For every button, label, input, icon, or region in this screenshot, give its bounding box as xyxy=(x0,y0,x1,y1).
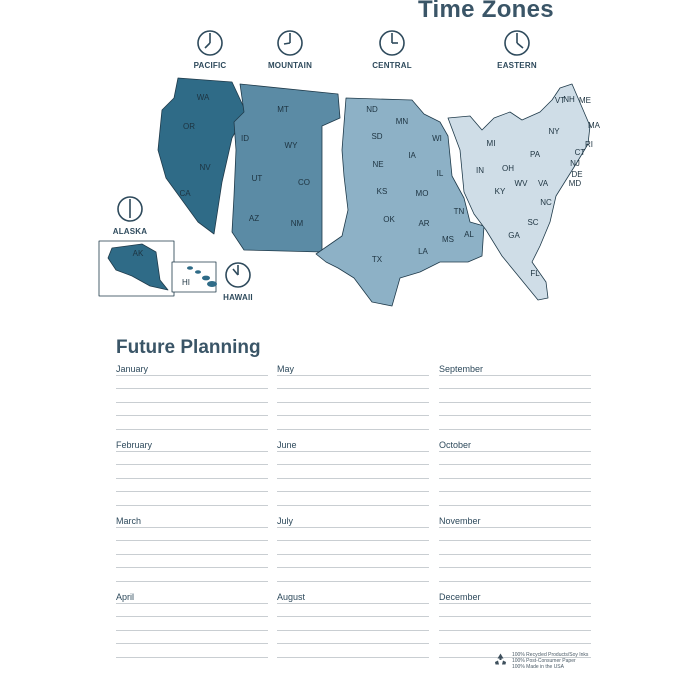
writing-lines xyxy=(277,527,429,594)
writing-line xyxy=(439,603,591,616)
writing-line xyxy=(439,402,591,415)
state-label-il: IL xyxy=(436,169,444,178)
writing-line xyxy=(277,616,429,629)
writing-line xyxy=(277,491,429,504)
state-label-wa: WA xyxy=(196,93,210,102)
eastern-zone-region xyxy=(448,84,590,300)
writing-line xyxy=(277,388,429,401)
state-label-nj: NJ xyxy=(570,159,580,168)
writing-lines xyxy=(277,451,429,518)
writing-line xyxy=(116,375,268,388)
zone-label-alaska: ALASKA xyxy=(112,227,148,236)
eco-line-1: 100% Recycled Products/Soy Inks xyxy=(512,652,589,658)
writing-lines xyxy=(277,375,429,442)
state-label-ia: IA xyxy=(408,151,416,160)
zone-label-central: CENTRAL xyxy=(372,61,412,70)
writing-line xyxy=(439,464,591,477)
state-label-mt: MT xyxy=(277,105,289,114)
writing-line xyxy=(439,567,591,580)
state-label-ne: NE xyxy=(372,160,384,169)
month-label: February xyxy=(116,440,153,450)
zone-label-mountain: MOUNTAIN xyxy=(267,61,313,70)
state-label-wi: WI xyxy=(432,134,442,143)
state-label-vt: VT xyxy=(554,96,566,105)
hawaii-island xyxy=(202,276,210,281)
state-label-ks: KS xyxy=(376,187,388,196)
writing-line xyxy=(439,388,591,401)
state-label-mi: MI xyxy=(486,139,496,148)
state-label-ct: CT xyxy=(574,148,586,157)
state-label-al: AL xyxy=(464,230,474,239)
month-block-february xyxy=(116,439,268,518)
writing-line xyxy=(439,616,591,629)
state-label-hawaii: HI xyxy=(182,278,190,287)
writing-line xyxy=(116,616,268,629)
writing-line xyxy=(439,478,591,491)
state-label-ca: CA xyxy=(179,189,191,198)
us-time-zone-map xyxy=(0,0,700,330)
writing-lines xyxy=(439,375,591,442)
writing-line xyxy=(277,402,429,415)
writing-line xyxy=(277,464,429,477)
month-block-august xyxy=(277,591,429,670)
state-label-wy: WY xyxy=(284,141,298,150)
state-label-in: IN xyxy=(476,166,484,175)
state-label-ar: AR xyxy=(418,219,430,228)
state-label-tx: TX xyxy=(371,255,383,264)
writing-lines xyxy=(439,527,591,594)
writing-line xyxy=(116,415,268,428)
state-label-id: ID xyxy=(241,134,249,143)
month-label: January xyxy=(116,364,149,374)
state-label-nh: NH xyxy=(563,95,575,104)
state-label-co: CO xyxy=(298,178,310,187)
state-label-me: ME xyxy=(579,96,591,105)
state-label-or: OR xyxy=(183,122,195,131)
writing-line xyxy=(277,451,429,464)
month-label: October xyxy=(439,440,472,450)
state-label-nc: NC xyxy=(540,198,552,207)
state-label-tn: TN xyxy=(453,207,465,216)
writing-line xyxy=(116,402,268,415)
state-label-nd: ND xyxy=(366,105,378,114)
writing-lines xyxy=(116,527,268,594)
state-label-va: VA xyxy=(537,179,549,188)
state-label-ri: RI xyxy=(585,140,593,149)
state-label-ut: UT xyxy=(251,174,263,183)
state-label-ms: MS xyxy=(442,235,454,244)
state-label-nv: NV xyxy=(199,163,211,172)
state-label-alaska: AK xyxy=(132,249,144,258)
writing-line xyxy=(277,415,429,428)
writing-line xyxy=(116,657,268,670)
writing-line xyxy=(439,554,591,567)
writing-line xyxy=(116,603,268,616)
month-block-july xyxy=(277,515,429,594)
writing-line xyxy=(439,491,591,504)
zone-label-eastern: EASTERN xyxy=(497,61,537,70)
recycle-icon xyxy=(493,652,508,669)
state-label-sc: SC xyxy=(527,218,539,227)
state-label-ma: MA xyxy=(588,121,600,130)
state-label-mo: MO xyxy=(415,189,429,198)
month-label: December xyxy=(439,592,481,602)
writing-lines xyxy=(116,375,268,442)
writing-line xyxy=(116,643,268,656)
writing-line xyxy=(116,630,268,643)
eco-line-2: 100% Post-Consumer Paper xyxy=(512,658,576,664)
writing-line xyxy=(277,603,429,616)
writing-line xyxy=(277,478,429,491)
month-block-november xyxy=(439,515,591,594)
writing-line xyxy=(277,375,429,388)
month-label: March xyxy=(116,516,142,526)
writing-line xyxy=(439,527,591,540)
month-label: April xyxy=(116,592,135,602)
state-label-la: LA xyxy=(418,247,428,256)
writing-lines xyxy=(116,451,268,518)
month-block-june xyxy=(277,439,429,518)
writing-line xyxy=(116,554,268,567)
state-label-de: DE xyxy=(571,170,583,179)
zone-label-hawaii: HAWAII xyxy=(223,293,253,302)
writing-line xyxy=(116,567,268,580)
state-label-ky: KY xyxy=(494,187,506,196)
hawaii-island xyxy=(195,270,201,274)
writing-line xyxy=(277,643,429,656)
writing-line xyxy=(116,478,268,491)
state-label-sd: SD xyxy=(371,132,383,141)
writing-line xyxy=(277,567,429,580)
month-label: June xyxy=(277,440,297,450)
month-label: September xyxy=(439,364,484,374)
state-label-fl: FL xyxy=(530,269,540,278)
month-block-march xyxy=(116,515,268,594)
writing-line xyxy=(277,554,429,567)
state-label-ga: GA xyxy=(508,231,520,240)
writing-line xyxy=(116,388,268,401)
state-label-nm: NM xyxy=(290,219,304,228)
month-block-january xyxy=(116,363,268,442)
writing-line xyxy=(439,451,591,464)
month-label: August xyxy=(277,592,306,602)
hawaii-island xyxy=(207,281,217,287)
writing-line xyxy=(116,464,268,477)
writing-line xyxy=(439,415,591,428)
state-label-md: MD xyxy=(568,179,582,188)
eco-line-3: 100% Made in the USA xyxy=(512,664,564,670)
writing-lines xyxy=(116,603,268,670)
writing-lines xyxy=(277,603,429,670)
zone-label-pacific: PACIFIC xyxy=(193,61,227,70)
page-title: Time Zones xyxy=(418,0,554,23)
writing-line xyxy=(116,491,268,504)
writing-line xyxy=(277,630,429,643)
writing-line xyxy=(116,451,268,464)
month-block-may xyxy=(277,363,429,442)
month-block-october xyxy=(439,439,591,518)
writing-lines xyxy=(439,451,591,518)
month-block-april xyxy=(116,591,268,670)
future-planning-title: Future Planning xyxy=(116,337,261,358)
month-label: November xyxy=(439,516,481,526)
state-label-oh: OH xyxy=(502,164,514,173)
hawaii-island xyxy=(187,266,193,270)
state-label-az: AZ xyxy=(248,214,260,223)
writing-line xyxy=(116,540,268,553)
month-label: July xyxy=(277,516,294,526)
writing-line xyxy=(439,630,591,643)
writing-line xyxy=(277,540,429,553)
month-label: May xyxy=(277,364,295,374)
eco-note xyxy=(494,652,588,670)
writing-line xyxy=(439,375,591,388)
state-label-pa: PA xyxy=(529,150,541,159)
state-label-wv: WV xyxy=(514,179,528,188)
state-label-mn: MN xyxy=(395,117,409,126)
state-label-ny: NY xyxy=(548,127,560,136)
writing-line xyxy=(439,540,591,553)
writing-line xyxy=(116,527,268,540)
state-label-ok: OK xyxy=(383,215,395,224)
writing-line xyxy=(277,657,429,670)
month-block-september xyxy=(439,363,591,442)
writing-line xyxy=(277,527,429,540)
